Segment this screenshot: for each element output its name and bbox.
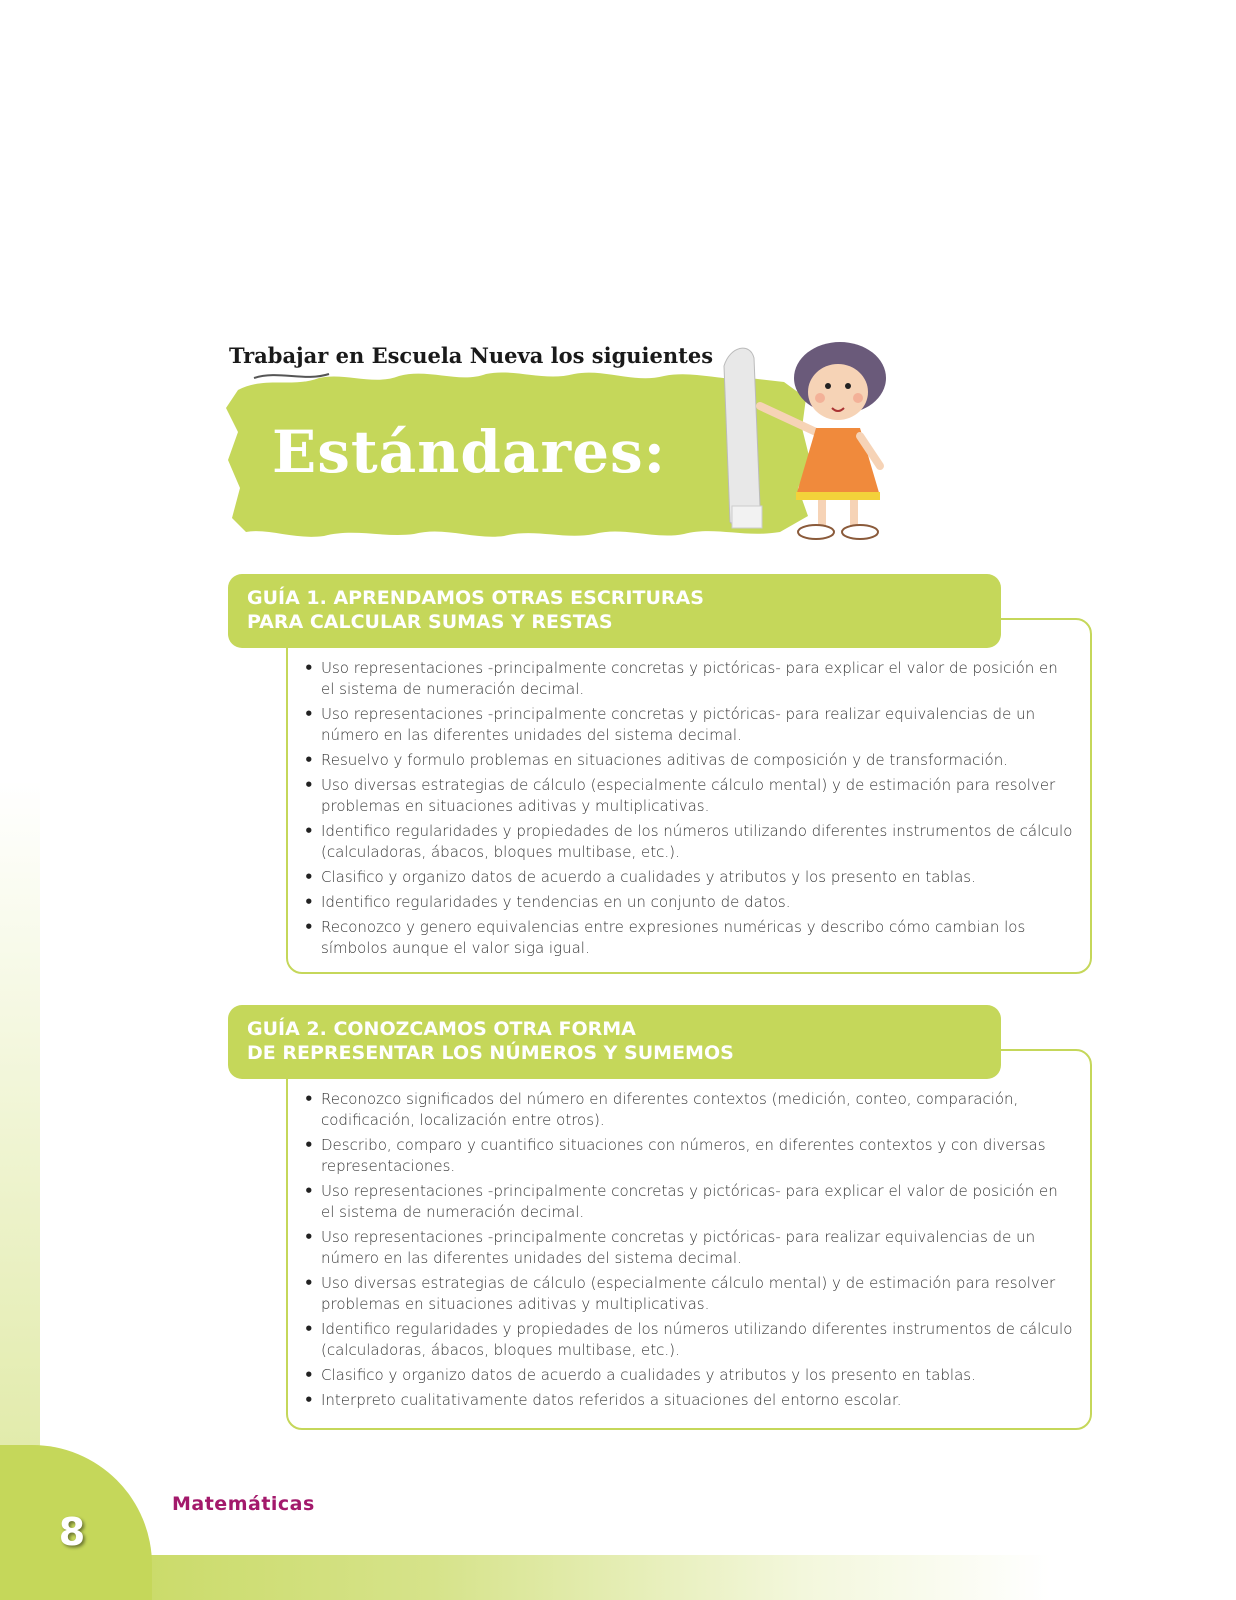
guide-1-list — [304, 658, 1074, 963]
guide-2-title-line2: DE REPRESENTAR LOS NÚMEROS Y SUMEMOS — [247, 1042, 734, 1064]
guide-2-section — [228, 1005, 1092, 1430]
list-item: • Clasifico y organizo datos de acuerdo a cualidades y atributos y los presento en tablas. — [304, 1366, 976, 1384]
list-item: • Identifico regularidades y tendencias en un conjunto de datos. — [304, 893, 791, 911]
page-number: 8 — [58, 1510, 86, 1554]
guide-2-header — [228, 1005, 1001, 1079]
guide-1-header — [228, 574, 1001, 648]
list-item: • Uso representaciones -principalmente concretas y pictóricas- para realizar equivalencias de un número en las diferentes unidades del sistema decimal. — [304, 705, 1036, 744]
list-item: • Reconozco significados del número en diferentes contextos (medición, conteo, comparación, codificación, localización entre otros). — [304, 1090, 1019, 1129]
bottom-gradient-strip — [0, 1555, 1236, 1600]
list-item: • Identifico regularidades y propiedades de los números utilizando diferentes instrumentos de cálculo (calculadoras, ábacos, bloques multibase, etc.). — [304, 822, 1073, 861]
footer-subject: Matemáticas — [172, 1493, 315, 1515]
list-item: • Reconozco y genero equivalencias entre expresiones numéricas y describo cómo cambian los símbolos aunque el valor siga igual. — [304, 918, 1026, 957]
guide-2-list — [304, 1089, 1074, 1415]
list-item: • Identifico regularidades y propiedades de los números utilizando diferentes instrumentos de cálculo (calculadoras, ábacos, bloques multibase, etc.). — [304, 1320, 1073, 1359]
list-item: • Uso diversas estrategias de cálculo (especialmente cálculo mental) y de estimación para resolver problemas en situaciones aditivas y multiplicativas. — [304, 1274, 1056, 1313]
list-item: • Uso representaciones -principalmente concretas y pictóricas- para realizar equivalencias de un número en las diferentes unidades del sistema decimal. — [304, 1228, 1036, 1267]
guide-1-section — [228, 574, 1092, 974]
list-item: • Resuelvo y formulo problemas en situaciones aditivas de composición y de transformación. — [304, 751, 1009, 769]
intro-text: Trabajar en Escuela Nueva los siguientes — [229, 343, 714, 368]
guide-1-title-line2: PARA CALCULAR SUMAS Y RESTAS — [247, 611, 613, 633]
list-item: • Uso representaciones -principalmente concretas y pictóricas- para explicar el valor de posición en el sistema de numeración decimal. — [304, 1182, 1058, 1221]
list-item: • Clasifico y organizo datos de acuerdo a cualidades y atributos y los presento en tablas. — [304, 868, 976, 886]
list-item: • Uso representaciones -principalmente concretas y pictóricas- para explicar el valor de posición en el sistema de numeración decimal. — [304, 659, 1058, 698]
list-item: • Describo, comparo y cuantifico situaciones con números, en diferentes contextos y con diversas representaciones. — [304, 1136, 1046, 1175]
girl-illustration — [720, 336, 920, 556]
list-item: • Uso diversas estrategias de cálculo (especialmente cálculo mental) y de estimación para resolver problemas en situaciones aditivas y multiplicativas. — [304, 776, 1056, 815]
page-title: Estándares: — [272, 418, 667, 486]
list-item: • Interpreto cualitativamente datos referidos a situaciones del entorno escolar. — [304, 1391, 902, 1409]
guide-2-title-line1: GUÍA 2. CONOZCAMOS OTRA FORMA — [247, 1018, 636, 1040]
left-edge-gradient — [0, 780, 40, 1460]
guide-1-title-line1: GUÍA 1. APRENDAMOS OTRAS ESCRITURAS — [247, 587, 704, 609]
